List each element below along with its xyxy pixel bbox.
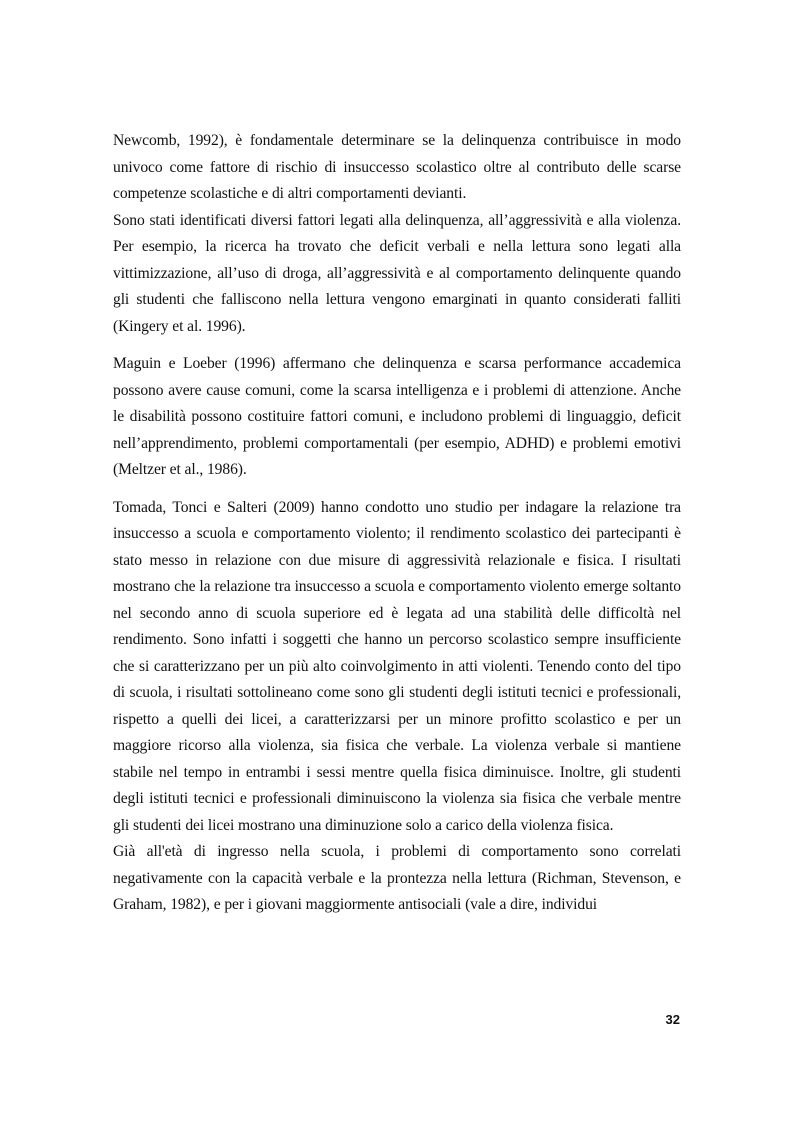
paragraph-3: Maguin e Loeber (1996) affermano che delinquenza e scarsa performance accademica possono avere cause comuni, come la scarsa intelligenza e i problemi di attenzione. Anche le disabilità possono costituire fattori comuni, e includono problemi di linguaggio, deficit nell’apprendimento, problemi comportamentali (per esempio, ADHD) e problemi emotivi (Meltzer et al., 1986). (113, 355, 681, 478)
page-number: 32 (665, 1012, 680, 1027)
paragraph-2: Sono stati identificati diversi fattori legati alla delinquenza, all’aggressività e alla violenza. Per esempio, la ricerca ha trovato che deficit verbali e nella lettura sono legati alla vittimizzazione, all’uso di droga, all’aggressività e al comportamento delinquente quando gli studenti che falliscono nella lettura vengono emarginati in quanto considerati falliti (Kingery et al. 1996). (113, 211, 681, 335)
paragraph-5: Già all'età di ingresso nella scuola, i problemi di comportamento sono correlati negativamente con la capacità verbale e la prontezza nella lettura (Richman, Stevenson, e Graham, 1982), e per i giovani maggiormente antisociali (vale a dire, individui (113, 843, 681, 913)
paragraph-4: Tomada, Tonci e Salteri (2009) hanno condotto uno studio per indagare la relazione tra insuccesso a scuola e comportamento violento; il rendimento scolastico dei partecipanti è stato messo in relazione con due misure di aggressività relazionale e fisica. I risultati mostrano che la relazione tra insuccesso a scuola e comportamento violento emerge soltanto nel secondo anno di scuola superiore ed è legata ad una stabilità delle difficoltà nel rendimento. Sono infatti i soggetti che hanno un percorso scolastico sempre insufficiente che si caratterizzano per un più alto coinvolgimento in atti violenti. Tenendo conto del tipo di scuola, i risultati sottolineano come sono gli studenti degli istituti tecnici e professionali, rispetto a quelli dei licei, a caratterizzarsi per un minore profitto scolastico e per un maggiore ricorso alla violenza, sia fisica che verbale. La violenza verbale si mantiene stabile nel tempo in entrambi i sessi mentre quella fisica diminuisce. Inoltre, gli studenti degli istituti tecnici e professionali diminuiscono la violenza sia fisica che verbale mentre gli studenti dei licei mostrano una diminuzione solo a carico della violenza fisica. (113, 498, 681, 834)
document-body (113, 128, 681, 919)
paragraph-1: Newcomb, 1992), è fondamentale determinare se la delinquenza contribuisce in modo univoco come fattore di rischio di insuccesso scolastico oltre al contributo delle scarse competenze scolastiche e di altri comportamenti devianti. (113, 132, 681, 202)
